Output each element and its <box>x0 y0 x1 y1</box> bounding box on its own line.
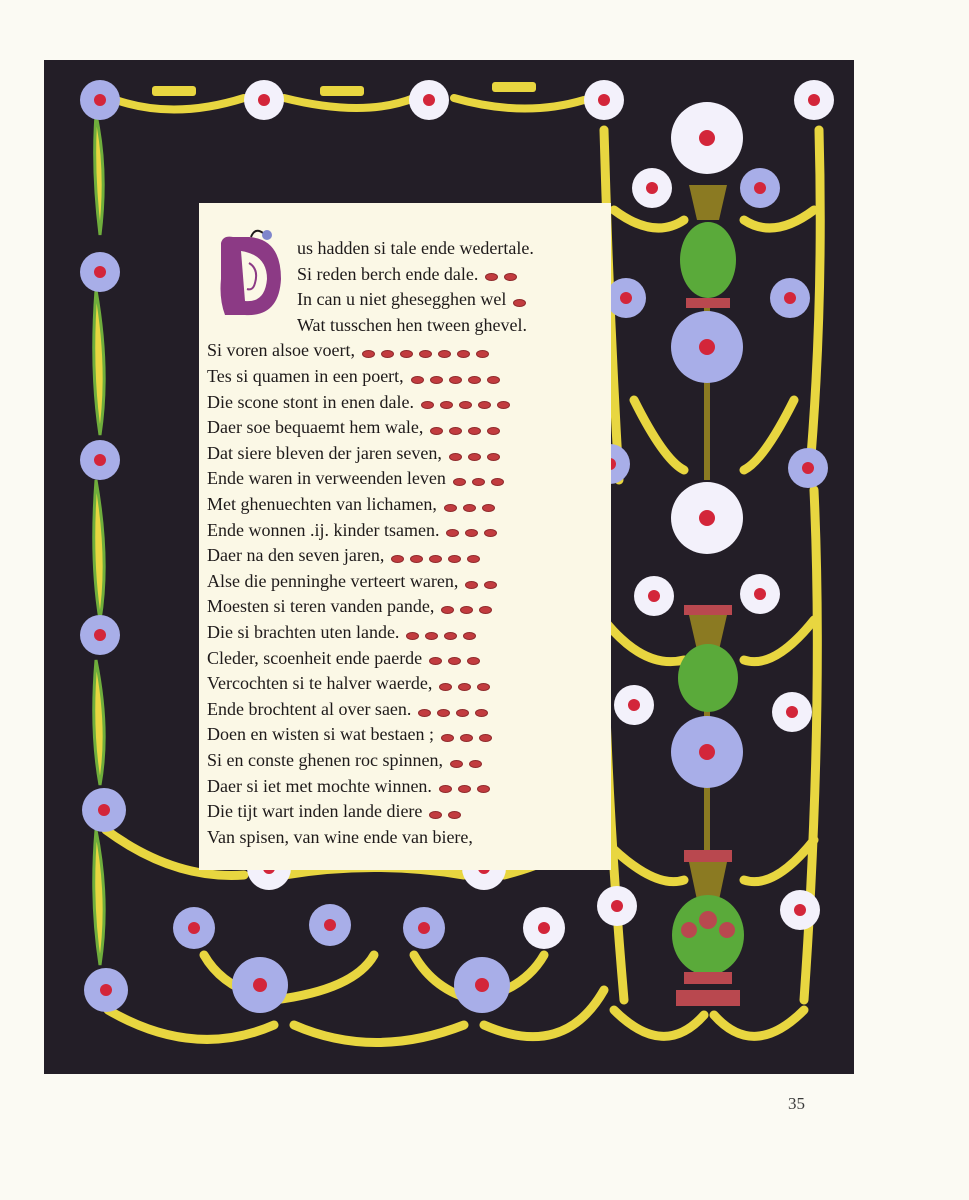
filler-dot-icon <box>457 350 470 358</box>
poem-line <box>207 466 605 490</box>
line-filler-ornaments <box>438 596 495 618</box>
poem-line <box>207 390 605 414</box>
line-filler-ornaments <box>388 545 483 567</box>
poem-line-text: Cleder, scoenheit ende paerde <box>207 647 423 668</box>
filler-dot-icon <box>430 376 443 384</box>
filler-dot-icon <box>479 734 492 742</box>
line-filler-ornaments <box>446 443 503 465</box>
poem-line-text: Ende brochtent al over saen. <box>207 698 412 719</box>
filler-dot-icon <box>419 350 432 358</box>
filler-dot-icon <box>468 453 481 461</box>
poem-line-text: Si reden berch ende dale. <box>297 263 479 284</box>
poem-line-text: Met ghenuechten van lichamen, <box>207 494 437 514</box>
illuminated-initial <box>215 229 285 321</box>
vase-top <box>680 185 736 308</box>
filler-dot-icon <box>467 555 480 563</box>
filler-dot-icon <box>453 478 466 486</box>
filler-dot-icon <box>476 350 489 358</box>
filler-dot-icon <box>437 709 450 717</box>
filler-dot-icon <box>479 606 492 614</box>
line-filler-ornaments <box>482 263 520 285</box>
filler-dot-icon <box>458 785 471 793</box>
filler-dot-icon <box>463 632 476 640</box>
line-filler-ornaments <box>408 366 503 388</box>
poem-line <box>207 748 605 772</box>
poem-line-text: Van spisen, van wine ende van biere, <box>207 826 473 847</box>
top-border-ribbon <box>116 98 584 110</box>
line-filler-ornaments <box>447 750 485 772</box>
poem-line <box>207 338 605 362</box>
filler-dot-icon <box>410 555 423 563</box>
filler-dot-icon <box>475 709 488 717</box>
filler-dot-icon <box>381 350 394 358</box>
line-filler-ornaments <box>450 468 507 490</box>
filler-dot-icon <box>439 785 452 793</box>
filler-dot-icon <box>441 734 454 742</box>
filler-dot-icon <box>400 350 413 358</box>
filler-dot-icon <box>449 376 462 384</box>
filler-dot-icon <box>482 504 495 512</box>
filler-dot-icon <box>456 709 469 717</box>
poem-line-text: Die tijt wart inden lande diere <box>207 801 423 822</box>
line-filler-ornaments <box>441 494 498 516</box>
poem-line <box>207 671 605 695</box>
filler-dot-icon <box>478 401 491 409</box>
filler-dot-icon <box>444 504 457 512</box>
poem-line <box>207 518 605 542</box>
poem-line-text: Vercochten si te halver waerde, <box>207 673 433 694</box>
filler-dot-icon <box>441 606 454 614</box>
filler-dot-icon <box>444 632 457 640</box>
filler-dot-icon <box>411 376 424 384</box>
filler-dot-icon <box>460 606 473 614</box>
line-filler-ornaments <box>415 699 491 721</box>
poem-line <box>297 287 605 311</box>
poem-line-text: Si voren alsoe voert, <box>207 340 355 361</box>
filler-dot-icon <box>467 657 480 665</box>
poem-line <box>207 722 605 746</box>
poem-line-text: Die si brachten uten lande. <box>207 622 400 642</box>
illuminated-panel <box>44 60 854 1074</box>
filler-dot-icon <box>429 811 442 819</box>
filler-dot-icon <box>362 350 375 358</box>
filler-dot-icon <box>459 401 472 409</box>
poem-line <box>207 569 605 593</box>
filler-dot-icon <box>487 376 500 384</box>
filler-dot-icon <box>497 401 510 409</box>
poem-line-text: Si en conste ghenen roc spinnen, <box>207 750 443 770</box>
poem-line <box>207 594 605 618</box>
filler-dot-icon <box>448 657 461 665</box>
filler-dot-icon <box>425 632 438 640</box>
vase-bottom <box>672 850 744 1006</box>
filler-dot-icon <box>491 478 504 486</box>
poem-line-text: Doen en wisten si wat bestaen ; <box>207 724 434 745</box>
poem-line <box>207 825 605 849</box>
filler-dot-icon <box>438 350 451 358</box>
line-filler-ornaments <box>427 417 503 439</box>
line-filler-ornaments <box>426 647 483 669</box>
poem-line <box>297 236 605 260</box>
filler-dot-icon <box>440 401 453 409</box>
line-filler-ornaments <box>462 571 500 593</box>
filler-dot-icon <box>463 504 476 512</box>
poem-line-text: Daer si iet met mochte winnen. <box>207 775 432 796</box>
filler-dot-icon <box>448 811 461 819</box>
filler-dot-icon <box>484 581 497 589</box>
filler-dot-icon <box>439 683 452 691</box>
poem-line <box>207 492 605 516</box>
filler-dot-icon <box>485 273 498 281</box>
poem-line-text: In can u niet ghesegghen wel <box>297 289 507 310</box>
poem-line <box>207 697 605 721</box>
line-filler-ornaments <box>359 340 492 362</box>
line-filler-ornaments <box>443 519 500 541</box>
line-filler-ornaments <box>510 289 529 311</box>
left-border-ribbon <box>94 115 104 965</box>
filler-dot-icon <box>418 709 431 717</box>
line-filler-ornaments <box>438 724 495 746</box>
poem-line-text: us hadden si tale ende wedertale. <box>297 238 534 258</box>
page-number: 35 <box>788 1094 805 1113</box>
poem-line <box>207 415 605 439</box>
filler-dot-icon <box>504 273 517 281</box>
filler-dot-icon <box>429 657 442 665</box>
filler-dot-icon <box>477 785 490 793</box>
filler-dot-icon <box>468 427 481 435</box>
poem-line-text: Wat tusschen hen tween ghevel. <box>297 314 527 335</box>
filler-dot-icon <box>484 529 497 537</box>
filler-dot-icon <box>477 683 490 691</box>
filler-dot-icon <box>391 555 404 563</box>
poem-line-text: Daer na den seven jaren, <box>207 545 385 566</box>
filler-dot-icon <box>430 427 443 435</box>
filler-dot-icon <box>406 632 419 640</box>
poem-line <box>207 646 605 670</box>
filler-dot-icon <box>513 299 526 307</box>
filler-dot-icon <box>487 453 500 461</box>
line-filler-ornaments <box>436 775 493 797</box>
poem-line <box>207 543 605 567</box>
line-filler-ornaments <box>436 673 493 695</box>
poem-line-text: Tes si quamen in een poert, <box>207 366 404 386</box>
filler-dot-icon <box>460 734 473 742</box>
poem-line <box>207 441 605 465</box>
line-filler-ornaments <box>418 391 513 413</box>
poem-line-text: Ende wonnen .ij. kinder tsamen. <box>207 519 440 540</box>
filler-dot-icon <box>472 478 485 486</box>
poem-line <box>297 262 605 286</box>
filler-dot-icon <box>487 427 500 435</box>
poem-line <box>207 774 605 798</box>
poem-text-box <box>199 203 611 870</box>
poem-line-text: Dat siere bleven der jaren seven, <box>207 442 442 463</box>
filler-dot-icon <box>458 683 471 691</box>
poem-line-text: Moesten si teren vanden pande, <box>207 596 435 617</box>
poem-line <box>297 313 605 337</box>
filler-dot-icon <box>446 529 459 537</box>
line-filler-ornaments <box>403 622 479 644</box>
filler-dot-icon <box>468 376 481 384</box>
filler-dot-icon <box>469 760 482 768</box>
poem-line <box>207 620 605 644</box>
vase-middle <box>678 605 738 712</box>
poem-line-text: Alse die penninghe verteert waren, <box>207 570 459 591</box>
poem-line-text: Daer soe bequaemt hem wale, <box>207 417 424 438</box>
filler-dot-icon <box>429 555 442 563</box>
filler-dot-icon <box>450 760 463 768</box>
filler-dot-icon <box>448 555 461 563</box>
top-ribbon-bows <box>152 82 536 96</box>
filler-dot-icon <box>449 453 462 461</box>
poem-line-text: Die scone stont in enen dale. <box>207 391 414 412</box>
poem-line-text: Ende waren in verweenden leven <box>207 468 446 489</box>
poem-line <box>207 364 605 388</box>
filler-dot-icon <box>465 581 478 589</box>
line-filler-ornaments <box>426 801 464 823</box>
filler-dot-icon <box>465 529 478 537</box>
filler-dot-icon <box>421 401 434 409</box>
filler-dot-icon <box>449 427 462 435</box>
poem-line <box>207 799 605 823</box>
